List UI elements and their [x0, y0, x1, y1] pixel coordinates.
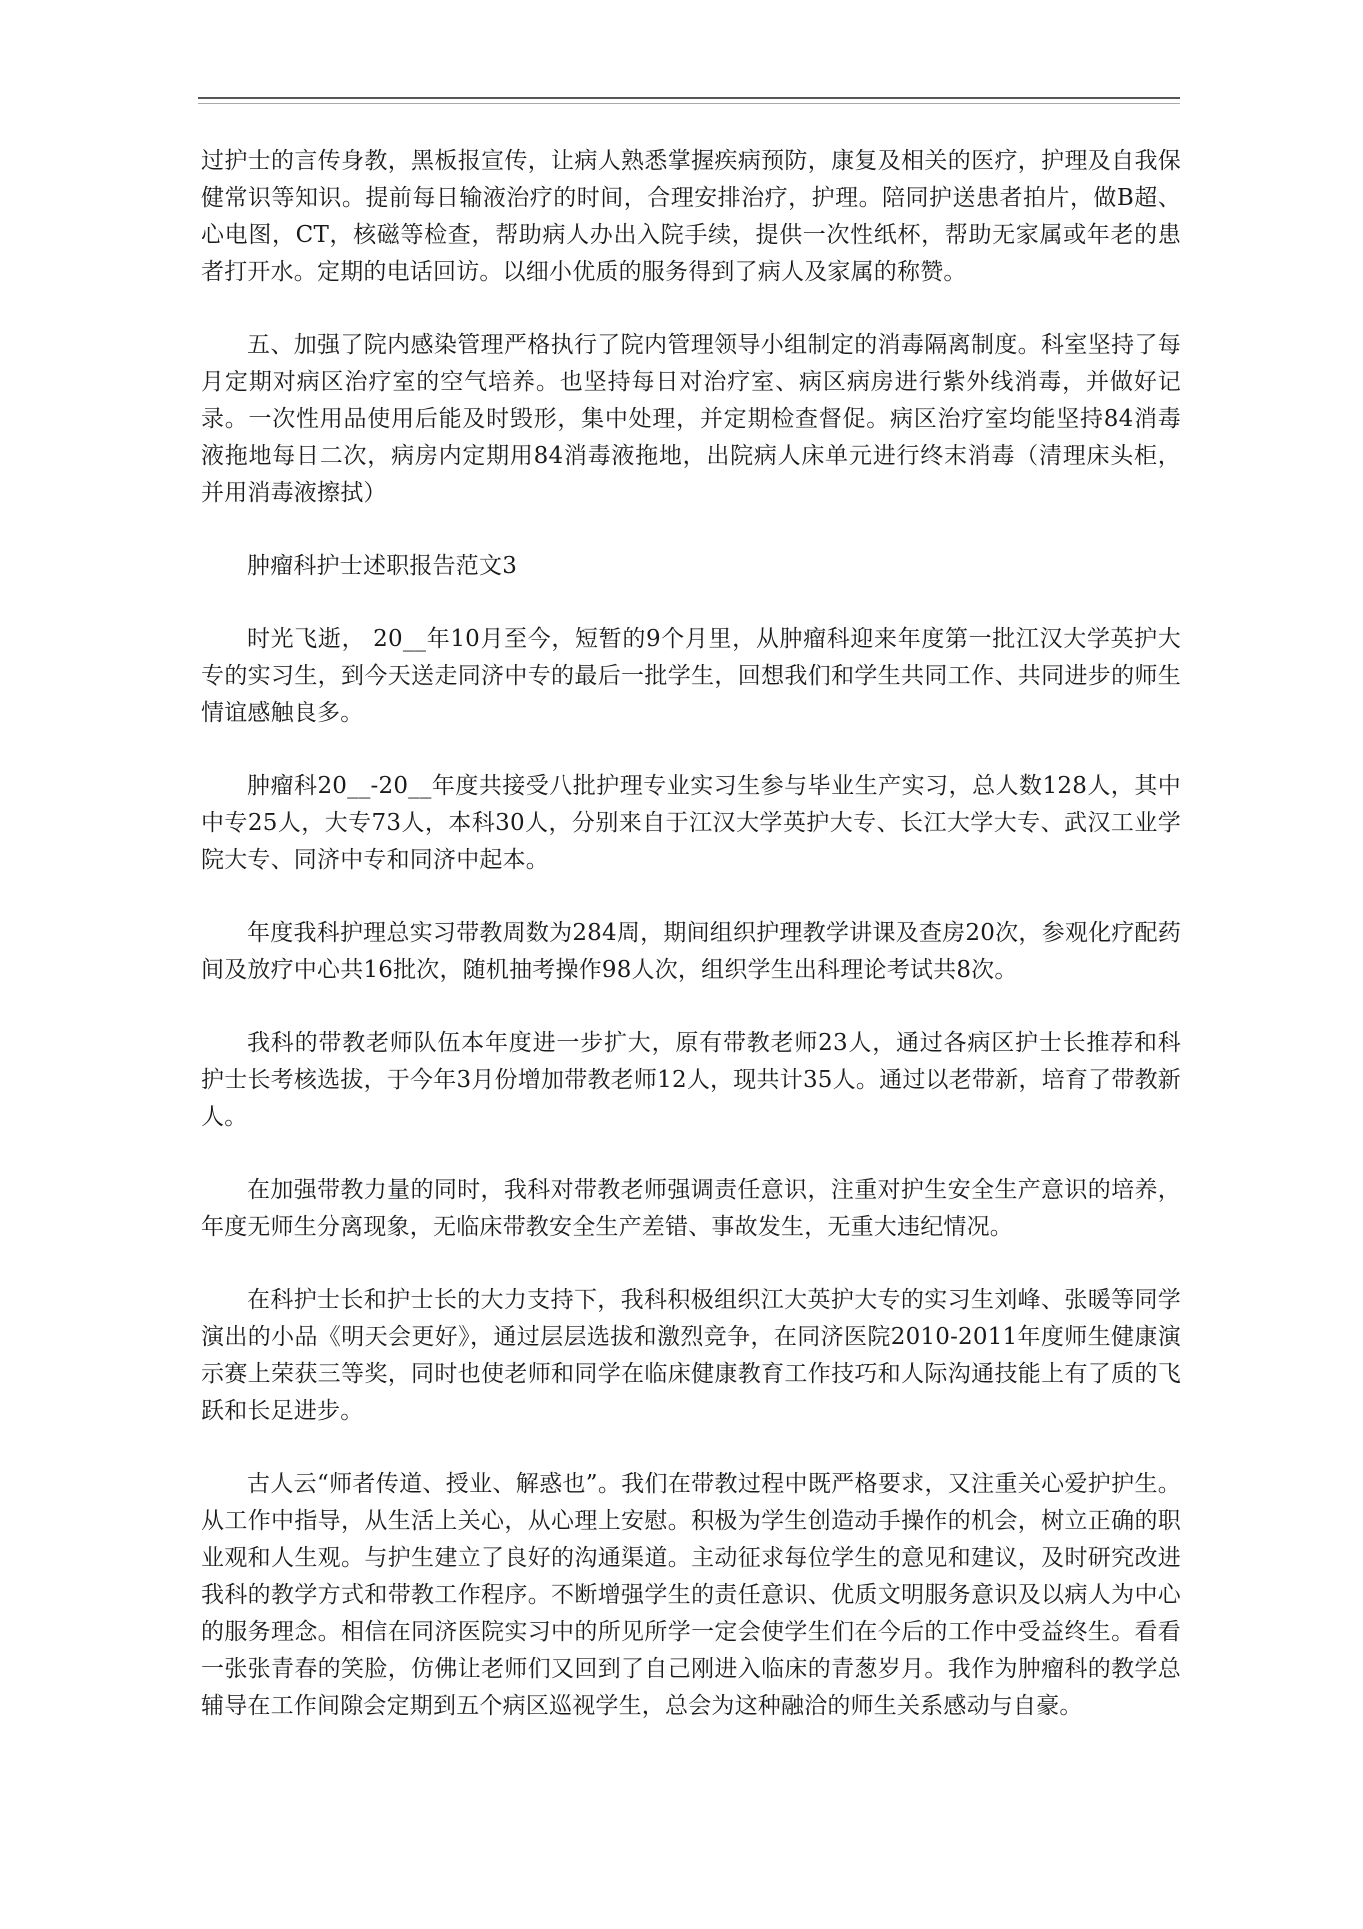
header-rule	[198, 97, 1180, 99]
paragraph-intro: 时光飞逝， 20__年10月至今，短暂的9个月里，从肿瘤科迎来年度第一批江汉大学英护大专的实习生，到今天送走同济中专的最后一批学生，回想我们和学生共同工作、共同进步的师生情谊感触良多。	[201, 626, 1181, 726]
paragraph-award: 在科护士长和护士长的大力支持下，我科积极组织江大英护大专的实习生刘峰、张暖等同学演出的小品《明天会更好》，通过层层选拔和激烈竞争，在同济医院2010-2011年度师生健康演示赛上荣获三等奖，同时也使老师和同学在临床健康教育工作技巧和人际沟通技能上有了质的飞跃和长足进步。	[201, 1287, 1181, 1424]
paragraph-teaching-weeks: 年度我科护理总实习带教周数为284周，期间组织护理教学讲课及查房20次，参观化疗配药间及放疗中心共16批次，随机抽考操作98人次，组织学生出科理论考试共8次。	[201, 920, 1181, 983]
paragraph-continued: 过护士的言传身教，黑板报宣传，让病人熟悉掌握疾病预防，康复及相关的医疗，护理及自我保健常识等知识。提前每日输液治疗的时间，合理安排治疗，护理。陪同护送患者拍片，做B超、心电图，CT，核磁等检查，帮助病人办出入院手续，提供一次性纸杯，帮助无家属或年老的患者打开水。定期的电话回访。以细小优质的服务得到了病人及家属的称赞。	[201, 148, 1181, 285]
paragraph-teachers: 我科的带教老师队伍本年度进一步扩大，原有带教老师23人，通过各病区护士长推荐和科护士长考核选拔，于今年3月份增加带教老师12人，现共计35人。通过以老带新，培育了带教新人。	[201, 1030, 1181, 1130]
paragraph-teaching-philosophy: 古人云“师者传道、授业、解惑也”。我们在带教过程中既严格要求，又注重关心爱护护生。从工作中指导，从生活上关心，从心理上安慰。积极为学生创造动手操作的机会，树立正确的职业观和人生观。与护生建立了良好的沟通渠道。主动征求每位学生的意见和建议，及时研究改进我科的教学方式和带教工作程序。不断增强学生的责任意识、优质文明服务意识及以病人为中心的服务理念。相信在同济医院实习中的所见所学一定会使学生们在今后的工作中受益终生。看看一张张青春的笑脸，仿佛让老师们又回到了自己刚进入临床的青葱岁月。我作为肿瘤科的教学总辅导在工作间隙会定期到五个病区巡视学生，总会为这种融洽的师生关系感动与自豪。	[201, 1471, 1181, 1719]
paragraph-safety: 在加强带教力量的同时，我科对带教老师强调责任意识，注重对护生安全生产意识的培养，年度无师生分离现象，无临床带教安全生产差错、事故发生，无重大违纪情况。	[201, 1177, 1181, 1240]
section-title: 肿瘤科护士述职报告范文3	[247, 553, 518, 579]
paragraph-intern-stats: 肿瘤科20__-20__年度共接受八批护理专业实习生参与毕业生产实习，总人数128人，其中中专25人，大专73人，本科30人，分别来自于江汉大学英护大专、长江大学大专、武汉工业学院大专、同济中专和同济中起本。	[201, 773, 1181, 873]
document-body	[201, 143, 1181, 1761]
header-rule-secondary	[198, 103, 1180, 104]
paragraph-infection-control: 五、加强了院内感染管理严格执行了院内管理领导小组制定的消毒隔离制度。科室坚持了每月定期对病区治疗室的空气培养。也坚持每日对治疗室、病区病房进行紫外线消毒，并做好记录。一次性用品使用后能及时毁形，集中处理，并定期检查督促。病区治疗室均能坚持84消毒液拖地每日二次，病房内定期用84消毒液拖地，出院病人床单元进行终末消毒（清理床头柜，并用消毒液擦拭）	[201, 332, 1181, 506]
